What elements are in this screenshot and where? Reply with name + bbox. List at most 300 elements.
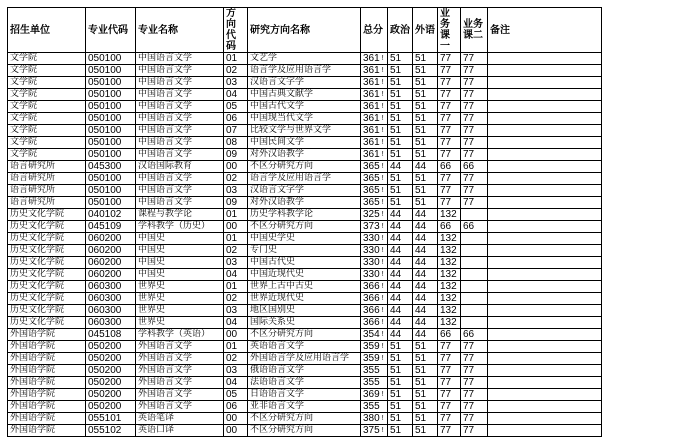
cell-direction-name: 不区分研究方向 <box>248 161 361 173</box>
cell-total <box>361 365 388 377</box>
cell-direction-code: 02 <box>224 65 248 77</box>
cell-remarks <box>488 293 602 305</box>
total-score-value: 366 <box>363 281 380 292</box>
cell-major-name: 英语口译 <box>136 425 224 437</box>
cell-direction-code: 01 <box>224 209 248 221</box>
cell-major-name: 外国语言文学 <box>136 353 224 365</box>
total-score-value: 361 <box>363 53 380 64</box>
cell-unit: 历史文化学院 <box>8 293 86 305</box>
score-flag-mark: ! <box>381 55 384 62</box>
cell-major-name: 英语笔译 <box>136 413 224 425</box>
table-row <box>8 353 602 365</box>
cell-total <box>361 389 388 401</box>
cell-direction-name: 日语语言文学 <box>248 389 361 401</box>
table-row <box>8 113 602 125</box>
cell-major-name: 中国语言文学 <box>136 65 224 77</box>
cell-politics: 51 <box>388 89 413 101</box>
cell-major-code: 050100 <box>86 77 136 89</box>
cell-unit: 外国语学院 <box>8 401 86 413</box>
cell-course-two: 66 <box>461 221 488 233</box>
cell-politics: 51 <box>388 137 413 149</box>
cell-course-two: 77 <box>461 53 488 65</box>
cell-politics: 51 <box>388 149 413 161</box>
cell-direction-code: 00 <box>224 413 248 425</box>
table-row <box>8 245 602 257</box>
cell-direction-code: 01 <box>224 281 248 293</box>
total-score-value: 373 <box>363 221 380 232</box>
cell-direction-code: 02 <box>224 293 248 305</box>
cell-foreign-language: 51 <box>413 89 438 101</box>
cell-course-one: 77 <box>438 137 461 149</box>
cell-total <box>361 89 388 101</box>
cell-course-one: 77 <box>438 341 461 353</box>
cell-total <box>361 257 388 269</box>
cell-direction-name: 中国古典文献学 <box>248 89 361 101</box>
score-flag-mark: ! <box>381 307 384 314</box>
cell-foreign-language: 44 <box>413 221 438 233</box>
cell-unit: 历史文化学院 <box>8 233 86 245</box>
cell-major-code: 060200 <box>86 245 136 257</box>
cell-direction-name: 汉语言文字学 <box>248 185 361 197</box>
cell-major-code: 050200 <box>86 353 136 365</box>
cell-direction-code: 01 <box>224 233 248 245</box>
cell-politics: 51 <box>388 113 413 125</box>
cell-direction-name: 中国民间文学 <box>248 137 361 149</box>
cell-remarks <box>488 413 602 425</box>
cell-foreign-language: 44 <box>413 209 438 221</box>
cell-remarks <box>488 89 602 101</box>
table-row <box>8 317 602 329</box>
cell-remarks <box>488 125 602 137</box>
cell-course-one: 66 <box>438 221 461 233</box>
total-score-value: 365 <box>363 173 380 184</box>
cell-major-code: 050200 <box>86 365 136 377</box>
cell-total <box>361 113 388 125</box>
header-total: 总分 <box>361 8 388 53</box>
cell-direction-name: 语言学及应用语言学 <box>248 173 361 185</box>
cell-major-name: 外国语言文学 <box>136 401 224 413</box>
cell-foreign-language: 51 <box>413 365 438 377</box>
cell-major-code: 050200 <box>86 341 136 353</box>
cell-politics: 44 <box>388 233 413 245</box>
cell-direction-name: 地区国别史 <box>248 305 361 317</box>
cell-course-two: 77 <box>461 149 488 161</box>
cell-course-two: 66 <box>461 329 488 341</box>
table-body <box>8 53 602 437</box>
cell-major-name: 外国语言文学 <box>136 341 224 353</box>
cell-unit: 历史文化学院 <box>8 305 86 317</box>
score-flag-mark: ! <box>381 127 384 134</box>
cell-major-name: 课程与教学论 <box>136 209 224 221</box>
cell-remarks <box>488 317 602 329</box>
cell-course-two: 77 <box>461 365 488 377</box>
cell-unit: 文学院 <box>8 89 86 101</box>
cell-politics: 44 <box>388 221 413 233</box>
total-score-value: 361 <box>363 89 380 100</box>
cell-major-code: 040102 <box>86 209 136 221</box>
cell-politics: 51 <box>388 197 413 209</box>
cell-direction-code: 04 <box>224 89 248 101</box>
table-row <box>8 101 602 113</box>
cell-total <box>361 425 388 437</box>
score-flag-mark: ! <box>381 187 384 194</box>
cell-direction-name: 对外汉语教学 <box>248 197 361 209</box>
table-row <box>8 89 602 101</box>
cell-remarks <box>488 233 602 245</box>
score-flag-mark: ! <box>381 139 384 146</box>
score-flag-mark: ! <box>381 151 384 158</box>
cell-major-name: 中国语言文学 <box>136 113 224 125</box>
total-score-value: 361 <box>363 149 380 160</box>
cell-direction-name: 不区分研究方向 <box>248 221 361 233</box>
cell-course-one: 77 <box>438 401 461 413</box>
cell-course-two: 77 <box>461 425 488 437</box>
cell-direction-name: 不区分研究方向 <box>248 329 361 341</box>
cell-politics: 51 <box>388 353 413 365</box>
total-score-value: 361 <box>363 101 380 112</box>
cell-course-two: 77 <box>461 353 488 365</box>
cell-total <box>361 293 388 305</box>
cell-politics: 51 <box>388 173 413 185</box>
cell-major-name: 中国语言文学 <box>136 77 224 89</box>
cell-direction-name: 中国现当代文学 <box>248 113 361 125</box>
cell-major-name: 中国语言文学 <box>136 53 224 65</box>
cell-direction-code: 03 <box>224 365 248 377</box>
cell-course-one: 77 <box>438 185 461 197</box>
header-unit: 招生单位 <box>8 8 86 53</box>
cell-course-two <box>461 209 488 221</box>
cell-politics: 51 <box>388 389 413 401</box>
cell-direction-code: 01 <box>224 53 248 65</box>
cell-direction-name: 国际关系史 <box>248 317 361 329</box>
cell-direction-code: 04 <box>224 377 248 389</box>
total-score-value: 359 <box>363 353 380 364</box>
cell-total <box>361 341 388 353</box>
total-score-value: 365 <box>363 197 380 208</box>
cell-remarks <box>488 209 602 221</box>
cell-remarks <box>488 401 602 413</box>
cell-remarks <box>488 365 602 377</box>
cell-unit: 外国语学院 <box>8 425 86 437</box>
total-score-value: 361 <box>363 125 380 136</box>
cell-major-code: 055102 <box>86 425 136 437</box>
cell-politics: 51 <box>388 425 413 437</box>
cell-major-name: 外国语言文学 <box>136 389 224 401</box>
cell-major-name: 外国语言文学 <box>136 377 224 389</box>
cell-major-code: 050100 <box>86 89 136 101</box>
cell-course-one: 77 <box>438 197 461 209</box>
table-row <box>8 221 602 233</box>
cell-course-one: 77 <box>438 365 461 377</box>
cell-politics: 51 <box>388 401 413 413</box>
cell-total <box>361 377 388 389</box>
score-flag-mark: ! <box>381 235 384 242</box>
cell-course-one: 77 <box>438 149 461 161</box>
score-flag-mark: ! <box>381 391 384 398</box>
cell-course-two <box>461 317 488 329</box>
cell-total <box>361 77 388 89</box>
cell-unit: 文学院 <box>8 53 86 65</box>
cell-course-one: 132 <box>438 305 461 317</box>
cell-direction-name: 外国语言学及应用语言学 <box>248 353 361 365</box>
cell-course-two <box>461 257 488 269</box>
cell-course-one: 132 <box>438 233 461 245</box>
cell-remarks <box>488 137 602 149</box>
cell-direction-code: 05 <box>224 101 248 113</box>
cell-major-code: 050200 <box>86 401 136 413</box>
cell-unit: 外国语学院 <box>8 353 86 365</box>
cell-major-code: 045109 <box>86 221 136 233</box>
score-flag-mark: ! <box>381 91 384 98</box>
cell-total <box>361 161 388 173</box>
cell-direction-code: 04 <box>224 269 248 281</box>
cell-course-one: 77 <box>438 89 461 101</box>
cell-direction-code: 00 <box>224 221 248 233</box>
cell-course-two <box>461 293 488 305</box>
cell-major-code: 050100 <box>86 125 136 137</box>
cell-unit: 历史文化学院 <box>8 257 86 269</box>
cell-course-one: 132 <box>438 293 461 305</box>
cell-foreign-language: 51 <box>413 185 438 197</box>
table-row <box>8 341 602 353</box>
table-row <box>8 197 602 209</box>
cell-remarks <box>488 53 602 65</box>
cell-total <box>361 221 388 233</box>
cell-foreign-language: 44 <box>413 161 438 173</box>
table-row <box>8 389 602 401</box>
cell-course-two: 77 <box>461 77 488 89</box>
cell-remarks <box>488 161 602 173</box>
cell-major-code: 060200 <box>86 269 136 281</box>
cell-course-two <box>461 233 488 245</box>
cell-politics: 51 <box>388 65 413 77</box>
cell-direction-code: 02 <box>224 353 248 365</box>
cell-unit: 文学院 <box>8 125 86 137</box>
cell-unit: 历史文化学院 <box>8 209 86 221</box>
table-row <box>8 77 602 89</box>
cell-course-two <box>461 269 488 281</box>
cell-major-name: 中国史 <box>136 269 224 281</box>
cell-unit: 文学院 <box>8 65 86 77</box>
cell-major-name: 世界史 <box>136 317 224 329</box>
score-flag-mark: ! <box>381 319 384 326</box>
cell-direction-name: 中国近现代史 <box>248 269 361 281</box>
cell-major-code: 060200 <box>86 233 136 245</box>
cell-course-one: 77 <box>438 101 461 113</box>
cell-major-code: 050100 <box>86 101 136 113</box>
score-flag-mark: ! <box>381 247 384 254</box>
cell-unit: 历史文化学院 <box>8 269 86 281</box>
cell-remarks <box>488 173 602 185</box>
cell-remarks <box>488 65 602 77</box>
total-score-value: 366 <box>363 317 380 328</box>
cell-direction-code: 06 <box>224 401 248 413</box>
cell-direction-code: 00 <box>224 329 248 341</box>
total-score-value: 359 <box>363 341 380 352</box>
table-row <box>8 305 602 317</box>
table-row <box>8 377 602 389</box>
cell-direction-name: 英语语言文学 <box>248 341 361 353</box>
cell-total <box>361 413 388 425</box>
total-score-value: 361 <box>363 137 380 148</box>
cell-total <box>361 185 388 197</box>
cell-direction-name: 中国古代文学 <box>248 101 361 113</box>
header-politics: 政治 <box>388 8 413 53</box>
cell-total <box>361 173 388 185</box>
header-row <box>8 8 602 53</box>
cell-major-code: 050100 <box>86 53 136 65</box>
cell-total <box>361 329 388 341</box>
total-score-value: 365 <box>363 185 380 196</box>
total-score-value: 354 <box>363 329 380 340</box>
cell-course-two: 77 <box>461 89 488 101</box>
cell-politics: 51 <box>388 101 413 113</box>
cell-major-code: 060300 <box>86 293 136 305</box>
score-flag-mark: ! <box>381 331 384 338</box>
cell-major-code: 050100 <box>86 149 136 161</box>
table-row <box>8 125 602 137</box>
cell-course-one: 77 <box>438 173 461 185</box>
cell-foreign-language: 51 <box>413 425 438 437</box>
cell-total <box>361 101 388 113</box>
cell-foreign-language: 51 <box>413 377 438 389</box>
cell-unit: 历史文化学院 <box>8 221 86 233</box>
cell-remarks <box>488 269 602 281</box>
cell-major-code: 050200 <box>86 377 136 389</box>
cell-major-name: 中国语言文学 <box>136 185 224 197</box>
cell-foreign-language: 51 <box>413 401 438 413</box>
score-flag-mark: ! <box>381 427 384 434</box>
score-flag-mark: ! <box>381 79 384 86</box>
cell-unit: 外国语学院 <box>8 329 86 341</box>
cell-course-two <box>461 281 488 293</box>
cell-remarks <box>488 281 602 293</box>
cell-course-one: 132 <box>438 257 461 269</box>
table-row <box>8 137 602 149</box>
cell-unit: 历史文化学院 <box>8 281 86 293</box>
cell-major-name: 世界史 <box>136 305 224 317</box>
cell-politics: 44 <box>388 317 413 329</box>
cell-major-code: 060200 <box>86 257 136 269</box>
cell-course-one: 132 <box>438 245 461 257</box>
cell-politics: 51 <box>388 125 413 137</box>
score-flag-mark: ! <box>381 415 384 422</box>
cell-direction-name: 亚非语言文学 <box>248 401 361 413</box>
cell-foreign-language: 44 <box>413 257 438 269</box>
total-score-value: 355 <box>363 377 380 388</box>
total-score-value: 355 <box>363 401 380 412</box>
cell-foreign-language: 51 <box>413 77 438 89</box>
cell-total <box>361 401 388 413</box>
cell-remarks <box>488 221 602 233</box>
cell-direction-code: 08 <box>224 137 248 149</box>
cell-politics: 44 <box>388 257 413 269</box>
cell-foreign-language: 44 <box>413 281 438 293</box>
cell-course-one: 77 <box>438 389 461 401</box>
cell-direction-code: 03 <box>224 305 248 317</box>
cell-direction-name: 不区分研究方向 <box>248 425 361 437</box>
cell-direction-name: 中国古代史 <box>248 257 361 269</box>
cell-politics: 51 <box>388 377 413 389</box>
total-score-value: 361 <box>363 113 380 124</box>
cell-direction-name: 俄语语言文学 <box>248 365 361 377</box>
table-row <box>8 401 602 413</box>
header-course-two: 业务课二 <box>461 8 488 53</box>
cell-major-code: 050200 <box>86 389 136 401</box>
cell-course-two: 77 <box>461 377 488 389</box>
cell-course-one: 132 <box>438 317 461 329</box>
cell-remarks <box>488 353 602 365</box>
cell-major-name: 中国语言文学 <box>136 101 224 113</box>
cell-course-two: 77 <box>461 389 488 401</box>
cell-major-code: 050100 <box>86 173 136 185</box>
score-table-sheet <box>7 7 602 437</box>
score-flag-mark: ! <box>381 163 384 170</box>
cell-politics: 44 <box>388 329 413 341</box>
score-flag-mark: ! <box>381 283 384 290</box>
cell-politics: 51 <box>388 341 413 353</box>
cell-remarks <box>488 305 602 317</box>
total-score-value: 325 <box>363 209 380 220</box>
table-row <box>8 329 602 341</box>
cell-direction-name: 历史学科教学论 <box>248 209 361 221</box>
cell-major-name: 中国语言文学 <box>136 137 224 149</box>
total-score-value: 365 <box>363 161 380 172</box>
cell-total <box>361 149 388 161</box>
cell-foreign-language: 51 <box>413 149 438 161</box>
cell-remarks <box>488 149 602 161</box>
cell-total <box>361 353 388 365</box>
score-flag-mark: ! <box>381 199 384 206</box>
cell-direction-code: 00 <box>224 425 248 437</box>
cell-major-code: 050100 <box>86 197 136 209</box>
cell-direction-code: 07 <box>224 125 248 137</box>
cell-total <box>361 269 388 281</box>
cell-total <box>361 53 388 65</box>
cell-course-two <box>461 245 488 257</box>
cell-major-code: 050100 <box>86 137 136 149</box>
cell-foreign-language: 44 <box>413 305 438 317</box>
score-flag-mark: ! <box>381 211 384 218</box>
total-score-value: 330 <box>363 245 380 256</box>
cell-foreign-language: 51 <box>413 389 438 401</box>
cell-major-name: 中国语言文学 <box>136 173 224 185</box>
cell-major-code: 050100 <box>86 65 136 77</box>
cell-foreign-language: 51 <box>413 353 438 365</box>
cell-total <box>361 137 388 149</box>
header-direction-name: 研究方向名称 <box>248 8 361 53</box>
cell-direction-code: 03 <box>224 257 248 269</box>
cell-course-one: 66 <box>438 329 461 341</box>
table-row <box>8 209 602 221</box>
cell-major-name: 中国史 <box>136 257 224 269</box>
cell-foreign-language: 51 <box>413 413 438 425</box>
cell-major-name: 中国语言文学 <box>136 197 224 209</box>
cell-major-code: 055101 <box>86 413 136 425</box>
cell-unit: 文学院 <box>8 149 86 161</box>
cell-direction-name: 法语语言文学 <box>248 377 361 389</box>
cell-total <box>361 245 388 257</box>
cell-unit: 语言研究所 <box>8 185 86 197</box>
cell-remarks <box>488 77 602 89</box>
cell-direction-name: 世界上古中古史 <box>248 281 361 293</box>
score-flag-mark: ! <box>381 343 384 350</box>
score-flag-mark: ! <box>381 271 384 278</box>
cell-foreign-language: 44 <box>413 233 438 245</box>
cell-course-one: 132 <box>438 269 461 281</box>
cell-politics: 51 <box>388 77 413 89</box>
cell-course-one: 77 <box>438 65 461 77</box>
